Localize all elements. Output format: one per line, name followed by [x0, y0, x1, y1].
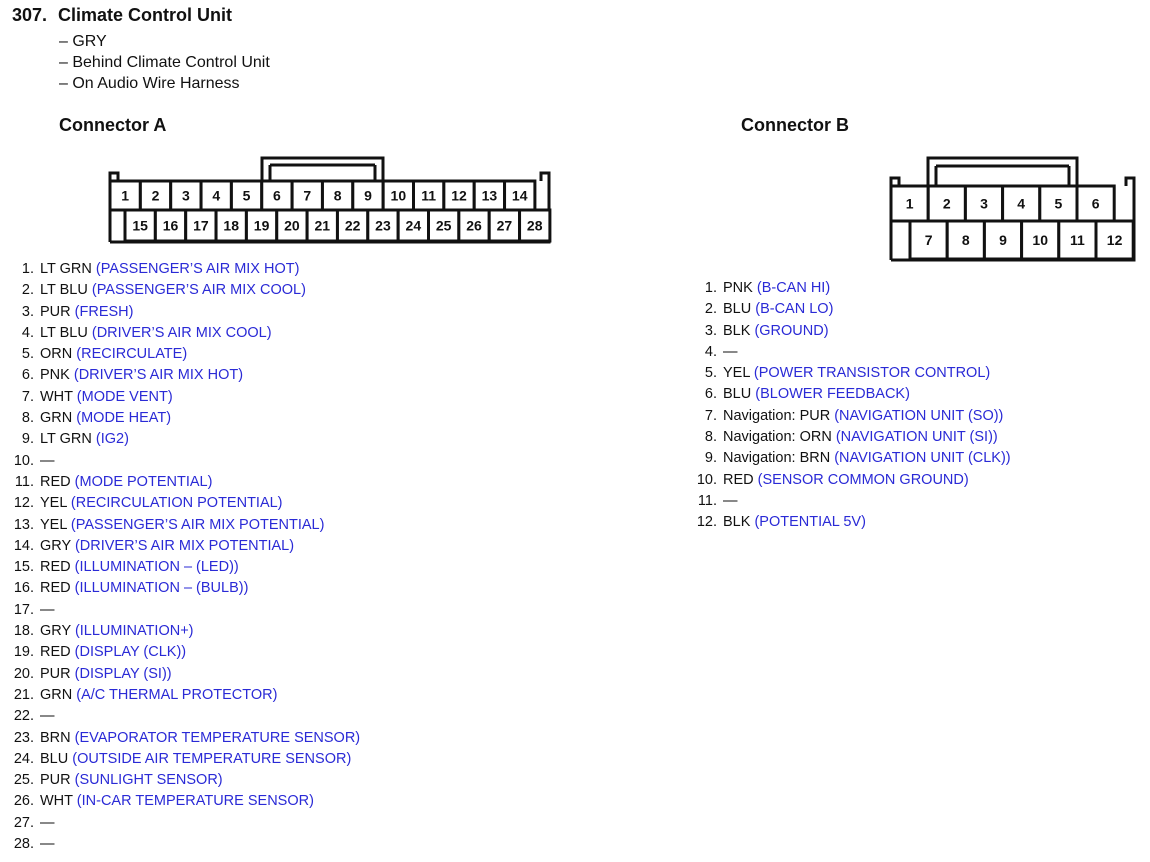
wire-color: —	[723, 343, 738, 360]
connector-a-pin-item	[0, 749, 360, 770]
connector-a-pin-item	[0, 280, 360, 301]
pin-function: (NAVIGATION UNIT (SO))	[834, 407, 1004, 424]
pin-function: (DISPLAY (CLK))	[74, 644, 187, 661]
connector-b-title: Connector B	[741, 115, 849, 135]
pin-function: (OUTSIDE AIR TEMPERATURE SENSOR)	[72, 750, 352, 767]
pin-label: 21	[314, 217, 331, 234]
pin-number: 23.	[13, 729, 34, 746]
pin-number: 9.	[704, 450, 717, 467]
pin-label: 23	[375, 217, 391, 234]
connector-a-pin-item	[0, 578, 360, 599]
wire-color: GRY	[40, 537, 71, 554]
pin-label: 7	[924, 232, 933, 248]
pin-function: (MODE VENT)	[76, 388, 173, 405]
pin-label: 14	[511, 187, 528, 204]
connector-a-pin-item	[0, 834, 360, 855]
wire-color: GRN	[40, 686, 73, 703]
wire-color: RED	[723, 471, 754, 488]
pin-function: (DISPLAY (SI))	[74, 665, 172, 682]
wire-color: Navigation: ORN	[723, 429, 832, 446]
pin-number: 6.	[704, 386, 717, 403]
pin-label: 7	[303, 187, 312, 204]
connector-b-latch	[928, 158, 1077, 186]
wire-color: LT GRN	[40, 261, 92, 277]
connector-b-pin-item	[683, 363, 1011, 384]
connector-a-pin-item	[0, 706, 360, 727]
pin-label: 5	[1054, 195, 1063, 212]
connector-a-pin-item	[0, 365, 360, 386]
connector-a-pin-item	[0, 408, 360, 429]
pin-label: 8	[961, 232, 970, 248]
pin-label: 26	[466, 217, 482, 234]
connector-a-pin-item	[0, 536, 360, 557]
pin-label: 24	[405, 217, 422, 234]
pin-label: 12	[451, 187, 467, 204]
wire-color: BLU	[723, 301, 752, 318]
wire-color: PNK	[40, 367, 70, 384]
pin-number: 3.	[21, 303, 34, 320]
pin-label: 16	[162, 217, 179, 234]
pin-number: 10.	[696, 471, 717, 488]
pin-label: 1	[121, 187, 130, 204]
pin-number: 12.	[13, 495, 34, 512]
pin-number: 1.	[704, 280, 717, 296]
component-name: Climate Control Unit	[58, 5, 232, 25]
wire-color: LT GRN	[40, 431, 92, 448]
connector-a-pin-item	[0, 600, 360, 621]
pin-function: (NAVIGATION UNIT (CLK))	[834, 450, 1011, 467]
pin-label: 10	[1032, 232, 1048, 248]
pin-number: 15.	[13, 559, 34, 576]
wire-color: RED	[40, 473, 71, 490]
connector-a-pin-item	[0, 642, 360, 663]
connector-b-pin-item	[683, 470, 1011, 491]
pin-number: 18.	[13, 623, 34, 640]
pin-number: 24.	[13, 750, 34, 767]
pin-function: (RECIRCULATION POTENTIAL)	[70, 495, 283, 512]
pin-function: (EVAPORATOR TEMPERATURE SENSOR)	[74, 729, 361, 746]
pin-label: 15	[132, 217, 148, 234]
pin-function: (PASSENGER’S AIR MIX COOL)	[91, 282, 306, 299]
pin-number: 8.	[704, 429, 717, 446]
wire-color: BLU	[40, 750, 69, 767]
pin-number: 14.	[13, 537, 34, 554]
pin-function: (ILLUMINATION – (BULB))	[74, 580, 249, 597]
connector-a-pin-item	[0, 770, 360, 791]
pin-number: 22.	[13, 708, 34, 725]
pin-number: 7.	[21, 388, 34, 405]
connector-b-pin-item	[683, 448, 1011, 469]
pin-function: (BLOWER FEEDBACK)	[755, 386, 910, 403]
connector-a-pin-item	[0, 557, 360, 578]
pin-label: 12	[1106, 232, 1123, 248]
pin-function: (DRIVER’S AIR MIX HOT)	[73, 367, 244, 384]
pin-function: (POWER TRANSISTOR CONTROL)	[753, 365, 991, 382]
connector-a-pin-item	[0, 472, 360, 493]
pin-number: 11.	[697, 492, 717, 509]
wire-color: PUR	[40, 303, 71, 320]
pin-function: (B-CAN HI)	[756, 280, 831, 296]
connector-a-pin-list	[0, 259, 360, 855]
connector-a-title: Connector A	[59, 115, 167, 135]
pin-number: 6.	[21, 367, 34, 384]
pin-label: 6	[273, 187, 281, 204]
pin-function: (MODE POTENTIAL)	[74, 473, 213, 490]
wire-color: ORN	[40, 346, 73, 363]
pin-function: (A/C THERMAL PROTECTOR)	[76, 686, 278, 703]
pin-label: 8	[333, 187, 342, 204]
pin-label: 1	[905, 195, 914, 212]
connector-a-pin-item	[0, 429, 360, 450]
wire-color: —	[40, 452, 55, 469]
pin-function: (ILLUMINATION+)	[74, 623, 194, 640]
wire-color: GRY	[40, 623, 71, 640]
wire-color: PUR	[40, 665, 71, 682]
pin-number: 19.	[13, 644, 34, 661]
pin-function: (NAVIGATION UNIT (SI))	[835, 429, 998, 446]
pin-number: 7.	[704, 407, 717, 424]
connector-a-pin-item	[0, 451, 360, 472]
pin-number: 25.	[13, 772, 34, 789]
pin-number: 8.	[21, 410, 34, 427]
pin-number: 4.	[704, 343, 717, 360]
pin-label: 3	[980, 195, 988, 212]
pin-number: 1.	[21, 261, 34, 277]
pin-label: 27	[496, 217, 513, 234]
pin-label: 9	[999, 232, 1007, 248]
connector-b-pin-item	[683, 406, 1011, 427]
connector-a-pin-item	[0, 515, 360, 536]
pin-function: (SUNLIGHT SENSOR)	[74, 772, 223, 789]
pin-function: (PASSENGER’S AIR MIX HOT)	[95, 261, 300, 277]
wire-color: RED	[40, 644, 71, 661]
pin-number: 5.	[704, 365, 717, 382]
pin-number: 10.	[13, 452, 34, 469]
pin-label: 28	[526, 217, 543, 234]
wire-color: —	[40, 708, 55, 725]
wire-color: LT BLU	[40, 282, 88, 299]
pin-function: (GROUND)	[754, 322, 829, 339]
wire-color: —	[723, 492, 738, 509]
connector-a-pin-item	[0, 621, 360, 642]
pin-function: (FRESH)	[74, 303, 134, 320]
connector-a-pin-item	[0, 493, 360, 514]
pin-number: 28.	[13, 836, 34, 853]
wire-color: —	[40, 836, 55, 853]
pin-label: 9	[364, 187, 372, 204]
pin-number: 2.	[704, 301, 717, 318]
pin-function: (SENSOR COMMON GROUND)	[757, 471, 969, 488]
connector-b-diagram	[0, 0, 1150, 270]
wire-color: —	[40, 601, 55, 618]
wire-color: —	[40, 814, 55, 831]
pin-label: 22	[344, 217, 361, 234]
connector-a-pin-item	[0, 259, 360, 280]
connector-b-pin-item	[683, 427, 1011, 448]
component-detail-color: – GRY	[59, 33, 107, 50]
connector-a-pin-item	[0, 813, 360, 834]
pin-number: 13.	[13, 516, 34, 533]
wire-color: RED	[40, 559, 71, 576]
pin-label: 11	[1069, 232, 1085, 248]
component-detail-location: – Behind Climate Control Unit	[59, 54, 270, 71]
wire-color: YEL	[40, 495, 67, 512]
pin-number: 27.	[13, 814, 34, 831]
connector-a-pin-item	[0, 728, 360, 749]
pin-function: (IN-CAR TEMPERATURE SENSOR)	[76, 793, 314, 810]
connector-b-pin-item	[683, 278, 1011, 299]
pin-function: (ILLUMINATION – (LED))	[74, 559, 239, 576]
connector-a-pin-item	[0, 344, 360, 365]
pin-function: (POTENTIAL 5V)	[754, 514, 866, 531]
wire-color: BLK	[723, 514, 751, 531]
pin-function: (MODE HEAT)	[76, 410, 172, 427]
wire-color: PNK	[723, 280, 753, 296]
pin-number: 16.	[13, 580, 34, 597]
pin-function: (B-CAN LO)	[755, 301, 834, 318]
pin-label: 20	[284, 217, 300, 234]
wire-color: WHT	[40, 388, 73, 405]
wire-color: GRN	[40, 410, 73, 427]
pin-number: 3.	[704, 322, 717, 339]
wire-color: RED	[40, 580, 71, 597]
pin-number: 21.	[13, 686, 34, 703]
pin-function: (DRIVER’S AIR MIX COOL)	[91, 324, 272, 341]
pin-label: 5	[242, 187, 251, 204]
connector-b-pin-item	[683, 342, 1011, 363]
connector-a-pin-item	[0, 791, 360, 812]
pin-number: 4.	[21, 324, 34, 341]
pin-number: 26.	[13, 793, 34, 810]
pin-label: 13	[481, 187, 498, 204]
pin-label: 10	[390, 187, 407, 204]
connector-b-pin-item	[683, 384, 1011, 405]
connector-b-pin-item	[683, 512, 1011, 533]
connector-a-pin-item	[0, 323, 360, 344]
pin-label: 11	[421, 187, 437, 204]
wire-color: YEL	[40, 516, 67, 533]
wire-color: LT BLU	[40, 324, 88, 341]
wire-color: YEL	[723, 365, 750, 382]
pin-label: 4	[212, 187, 221, 204]
wire-color: BLK	[723, 322, 751, 339]
pin-label: 19	[253, 217, 270, 234]
wire-color: Navigation: PUR	[723, 407, 831, 424]
component-number: 307.	[12, 5, 48, 25]
pin-number: 17.	[13, 601, 34, 618]
connector-a-pin-item	[0, 685, 360, 706]
wire-color: PUR	[40, 772, 71, 789]
pin-number: 12.	[696, 514, 717, 531]
pin-function: (RECIRCULATE)	[76, 346, 188, 363]
wire-color: WHT	[40, 793, 73, 810]
pin-number: 20.	[13, 665, 34, 682]
pin-number: 2.	[21, 282, 34, 299]
pin-function: (IG2)	[95, 431, 129, 448]
component-detail-harness: – On Audio Wire Harness	[59, 75, 240, 92]
pin-function: (DRIVER’S AIR MIX POTENTIAL)	[74, 537, 295, 554]
connector-a-pin-item	[0, 664, 360, 685]
wire-color: BRN	[40, 729, 71, 746]
pin-label: 2	[151, 187, 160, 204]
pin-number: 11.	[14, 473, 34, 490]
pin-label: 3	[181, 187, 190, 204]
connector-b-pin-item	[683, 321, 1011, 342]
pin-label: 17	[193, 217, 209, 234]
wire-color: Navigation: BRN	[723, 450, 831, 467]
connector-b-pin-item	[683, 491, 1011, 512]
pin-number: 9.	[21, 431, 34, 448]
connector-b-pin-list	[683, 278, 1011, 534]
pin-label: 2	[942, 195, 951, 212]
wire-color: BLU	[723, 386, 752, 403]
connector-a-pin-item	[0, 302, 360, 323]
pin-label: 4	[1017, 195, 1026, 212]
connector-b-pin-item	[683, 299, 1011, 320]
pin-label: 25	[435, 217, 452, 234]
connector-a-pin-item	[0, 387, 360, 408]
pin-label: 18	[223, 217, 240, 234]
pin-label: 6	[1091, 195, 1100, 212]
pin-number: 5.	[21, 346, 34, 363]
pin-function: (PASSENGER’S AIR MIX POTENTIAL)	[70, 516, 325, 533]
